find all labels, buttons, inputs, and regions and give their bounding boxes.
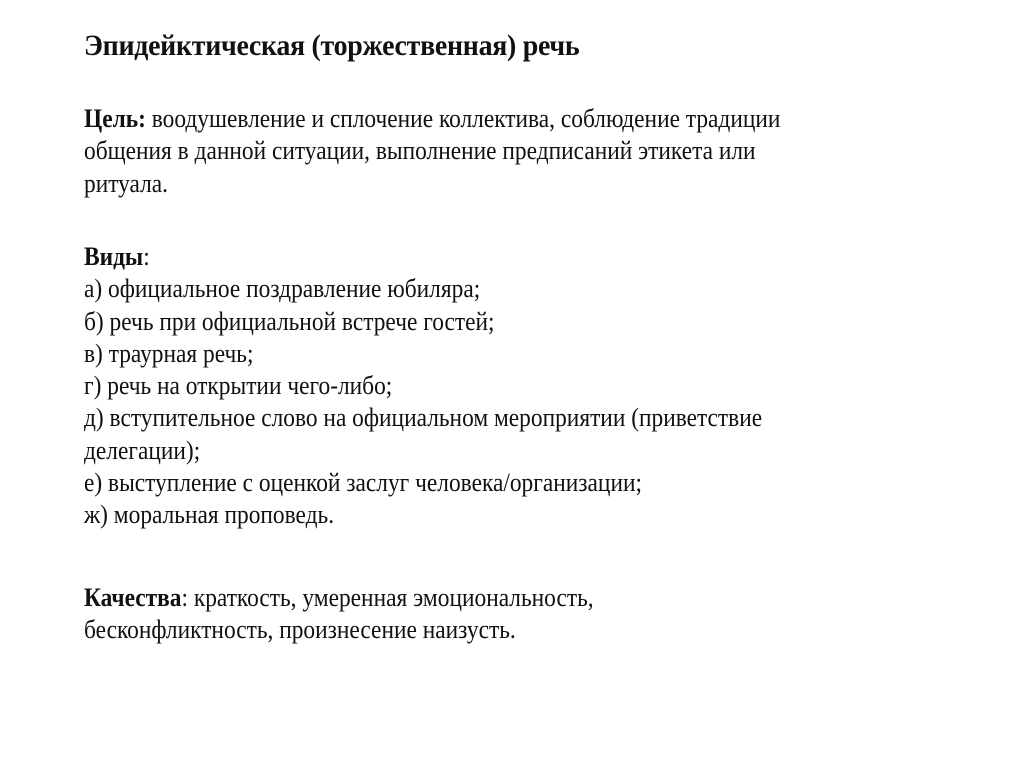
list-item: г) речь на открытии чего-либо; — [84, 371, 393, 401]
qualities-line-1 — [84, 582, 594, 614]
goal-text: воодушевление и сплочение коллектива, соблюдение традиции — [145, 104, 781, 133]
qualities-label: Качества — [84, 583, 182, 612]
list-item: ж) моральная проповедь. — [84, 500, 335, 530]
list-item-continuation: делегации); — [84, 435, 201, 465]
types-label: Виды — [84, 242, 144, 271]
list-item: е) выступление с оценкой заслуг человека/организации; — [84, 468, 642, 498]
qualities-line-2: бесконфликтность, произнесение наизусть. — [84, 615, 516, 645]
goal-section — [84, 103, 780, 200]
list-item: а) официальное поздравление юбиляра; — [84, 274, 481, 304]
goal-line-3: ритуала. — [84, 168, 169, 198]
slide-title: Эпидейктическая (торжественная) речь — [84, 29, 580, 62]
list-item: в) траурная речь; — [84, 338, 254, 368]
types-label-suffix: : — [143, 242, 150, 271]
qualities-text: : краткость, умеренная эмоциональность, — [181, 583, 594, 612]
list-item: д) вступительное слово на официальном мероприятии (приветствие — [84, 403, 763, 433]
types-section — [84, 241, 762, 532]
goal-line-1 — [84, 103, 780, 135]
list-item: б) речь при официальной встрече гостей; — [84, 306, 495, 336]
goal-label: Цель: — [84, 104, 146, 133]
goal-line-2: общения в данной ситуации, выполнение предписаний этикета или — [84, 136, 756, 166]
types-heading — [84, 241, 762, 273]
qualities-section — [84, 582, 594, 647]
